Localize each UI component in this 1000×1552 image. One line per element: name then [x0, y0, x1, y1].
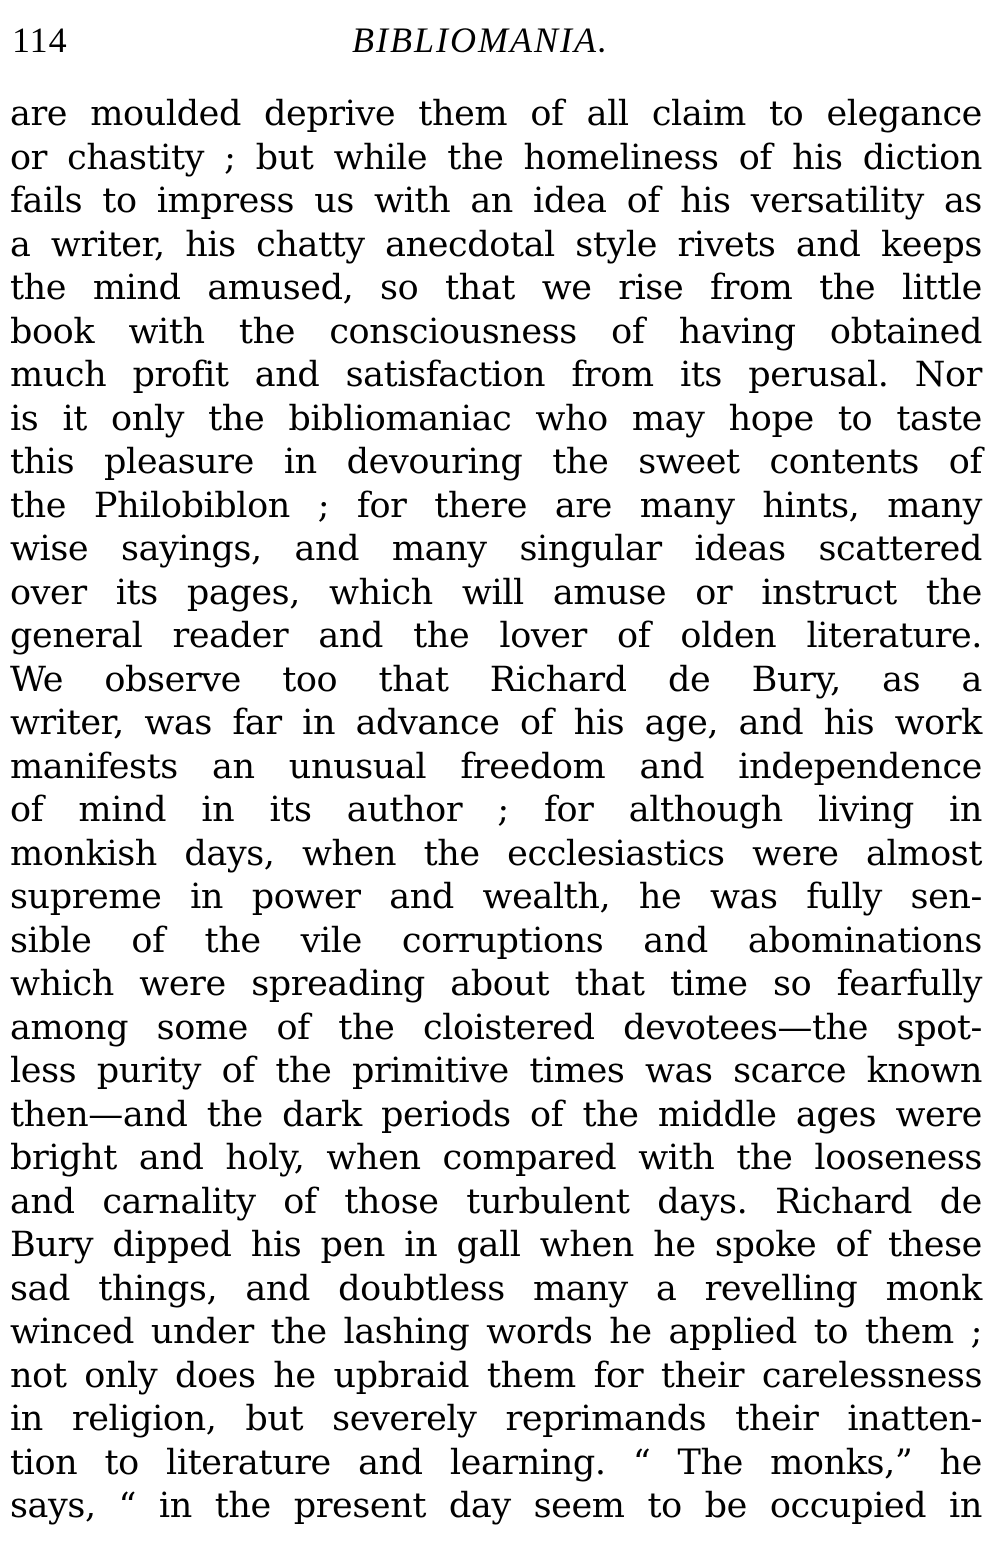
text-line: winced under the lashing words he applied to them ;: [10, 1312, 982, 1352]
text-line: monkish days, when the ecclesiastics were almost: [10, 833, 982, 874]
text-line: which were spreading about that time so fearfully: [10, 964, 982, 1004]
text-line: is it only the bibliomaniac who may hope to taste: [10, 398, 982, 439]
text-line: tion to literature and learning. “ The monks,” he: [10, 1442, 982, 1483]
text-line: writer, was far in advance of his age, and his work: [10, 703, 982, 743]
text-line: supreme in power and wealth, he was fully sen-: [10, 877, 982, 917]
text-line: sible of the vile corruptions and abominations: [10, 920, 982, 961]
text-line: general reader and the lover of olden literature.: [10, 616, 982, 656]
text-line: sad things, and doubtless many a revelling monk: [10, 1268, 982, 1309]
text-line: Bury dipped his pen in gall when he spoke of these: [10, 1225, 982, 1265]
text-line: in religion, but severely reprimands their inatten-: [10, 1399, 982, 1439]
page-number: 114: [12, 20, 68, 60]
text-line: the mind amused, so that we rise from the little: [10, 268, 982, 308]
running-head: [12, 16, 982, 64]
text-line: then—and the dark periods of the middle ages were: [10, 1094, 982, 1135]
body-text: [10, 93, 982, 1529]
text-line: over its pages, which will amuse or instruct the: [10, 572, 982, 613]
text-line: much profit and satisfaction from its perusal. Nor: [10, 355, 982, 395]
text-line: less purity of the primitive times was scarce known: [10, 1051, 982, 1091]
text-line: not only does he upbraid them for their carelessness: [10, 1355, 982, 1396]
text-line: this pleasure in devouring the sweet contents of: [10, 442, 982, 482]
text-line: or chastity ; but while the homeliness of his diction: [10, 137, 982, 178]
text-line: among some of the cloistered devotees—the spot-: [10, 1007, 982, 1048]
text-line: bright and holy, when compared with the looseness: [10, 1138, 982, 1178]
text-line: of mind in its author ; for although living in: [10, 790, 982, 830]
text-line: a writer, his chatty anecdotal style rivets and keeps: [10, 224, 982, 265]
text-line: the Philobiblon ; for there are many hints, many: [10, 485, 982, 526]
text-line: manifests an unusual freedom and independence: [10, 746, 982, 787]
text-line: fails to impress us with an idea of his versatility as: [10, 181, 982, 221]
text-line: and carnality of those turbulent days. Richard de: [10, 1181, 982, 1222]
text-line: says, “ in the present day seem to be occupied in: [10, 1486, 982, 1526]
text-line: are moulded deprive them of all claim to elegance: [10, 94, 982, 134]
text-line: wise sayings, and many singular ideas scattered: [10, 529, 982, 569]
text-line: book with the consciousness of having obtained: [10, 311, 982, 352]
text-line: We observe too that Richard de Bury, as a: [10, 659, 982, 700]
running-title: BIBLIOMANIA.: [352, 20, 609, 60]
